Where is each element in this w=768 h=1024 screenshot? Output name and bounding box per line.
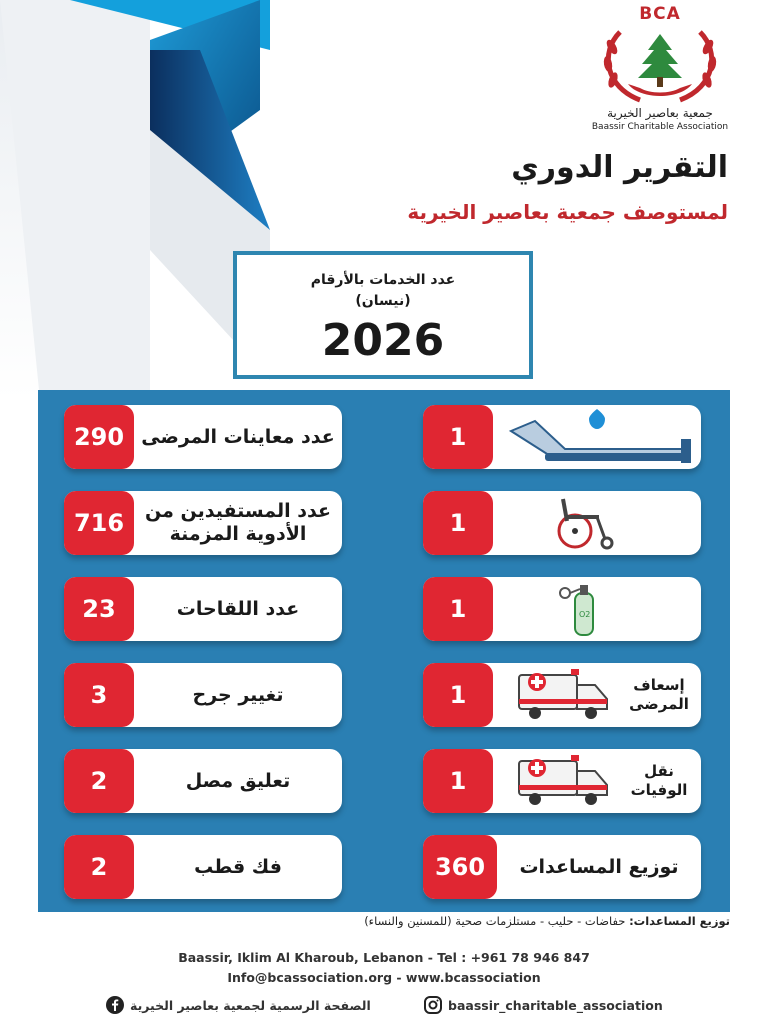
facebook-page-label: الصفحة الرسمية لجمعية بعاصير الخيرية: [130, 997, 371, 1013]
stat-value: 23: [64, 577, 134, 641]
stat-value: 1: [423, 663, 493, 727]
period-month: (نيسان): [355, 293, 411, 309]
stat-value: 290: [64, 405, 134, 469]
stat-card-deceased-transport: [423, 749, 701, 813]
period-year: 2026: [321, 315, 445, 366]
svg-text:O2: O2: [579, 610, 591, 619]
stat-value: 1: [423, 749, 493, 813]
page-subtitle: لمستوصف جمعية بعاصير الخيرية: [407, 200, 728, 224]
stat-value: 2: [64, 749, 134, 813]
stat-label: عدد معاينات المرضى: [141, 425, 335, 448]
ambulance-icon: [515, 753, 611, 809]
contact-email-website: Info@bcassociation.org - www.bcassociation: [227, 970, 541, 985]
instagram-handle: baassir_charitable_association: [448, 997, 663, 1013]
ambulance-icon: [515, 667, 611, 723]
stat-value: 360: [423, 835, 497, 899]
aid-note-text: حفاضات - حليب - مستلزمات صحية (للمسنين والنساء): [364, 914, 626, 928]
logo-arabic-name: جمعية بعاصير الخيرية: [607, 106, 713, 120]
stat-card-oxygen: [423, 577, 701, 641]
stat-card-iv-drip: [64, 749, 342, 813]
stat-card-wheelchair: [423, 491, 701, 555]
instagram-icon: [424, 996, 442, 1014]
stat-value: 2: [64, 835, 134, 899]
stat-label: تغيير جرح: [192, 683, 284, 706]
stat-card-patient-visits: [64, 405, 342, 469]
contact-address: Baassir, Iklim Al Kharoub, Lebanon - Tel : +961 78 946 847: [178, 950, 590, 965]
facebook-icon: [106, 996, 124, 1014]
stat-label: عدد المستفيدين من الأدوية المزمنة: [145, 500, 331, 545]
wheelchair-icon: [553, 495, 623, 551]
stat-card-vaccines: [64, 577, 342, 641]
bca-logo: [585, 4, 735, 134]
oxygen-tank-icon: [557, 581, 603, 637]
stat-card-medical-bed: [423, 405, 701, 469]
logo-english-name: Baassir Charitable Association: [591, 122, 729, 132]
logo-acronym: BCA: [639, 4, 681, 24]
period-label: عدد الخدمات بالأرقام: [310, 272, 456, 288]
stat-value: 1: [423, 577, 493, 641]
stat-value: 716: [64, 491, 134, 555]
stat-label: نقل الوفيات: [630, 762, 688, 799]
period-box: [233, 251, 533, 379]
stat-value: 1: [423, 491, 493, 555]
cedar-wreath-icon: [600, 22, 720, 104]
page-title: التقرير الدوري: [511, 150, 728, 185]
stat-label: توزيع المساعدات: [519, 855, 679, 878]
stat-card-patient-ambulance: [423, 663, 701, 727]
stat-label: فك قطب: [194, 855, 282, 878]
stat-label: تعليق مصل: [185, 769, 291, 792]
instagram-link[interactable]: [424, 996, 663, 1014]
stat-value: 1: [423, 405, 493, 469]
hospital-bed-icon: [505, 409, 695, 465]
aid-distribution-note: [364, 914, 730, 928]
facebook-link[interactable]: [106, 996, 371, 1014]
aid-note-title: توزيع المساعدات:: [629, 914, 730, 928]
stat-card-wound-dressing: [64, 663, 342, 727]
stat-label: عدد اللقاحات: [176, 597, 300, 620]
stat-card-aid-distribution: [423, 835, 701, 899]
stat-value: 3: [64, 663, 134, 727]
stat-card-suture-removal: [64, 835, 342, 899]
stat-card-chronic-medication: [64, 491, 342, 555]
stat-label: إسعاف المرضى: [629, 676, 689, 713]
